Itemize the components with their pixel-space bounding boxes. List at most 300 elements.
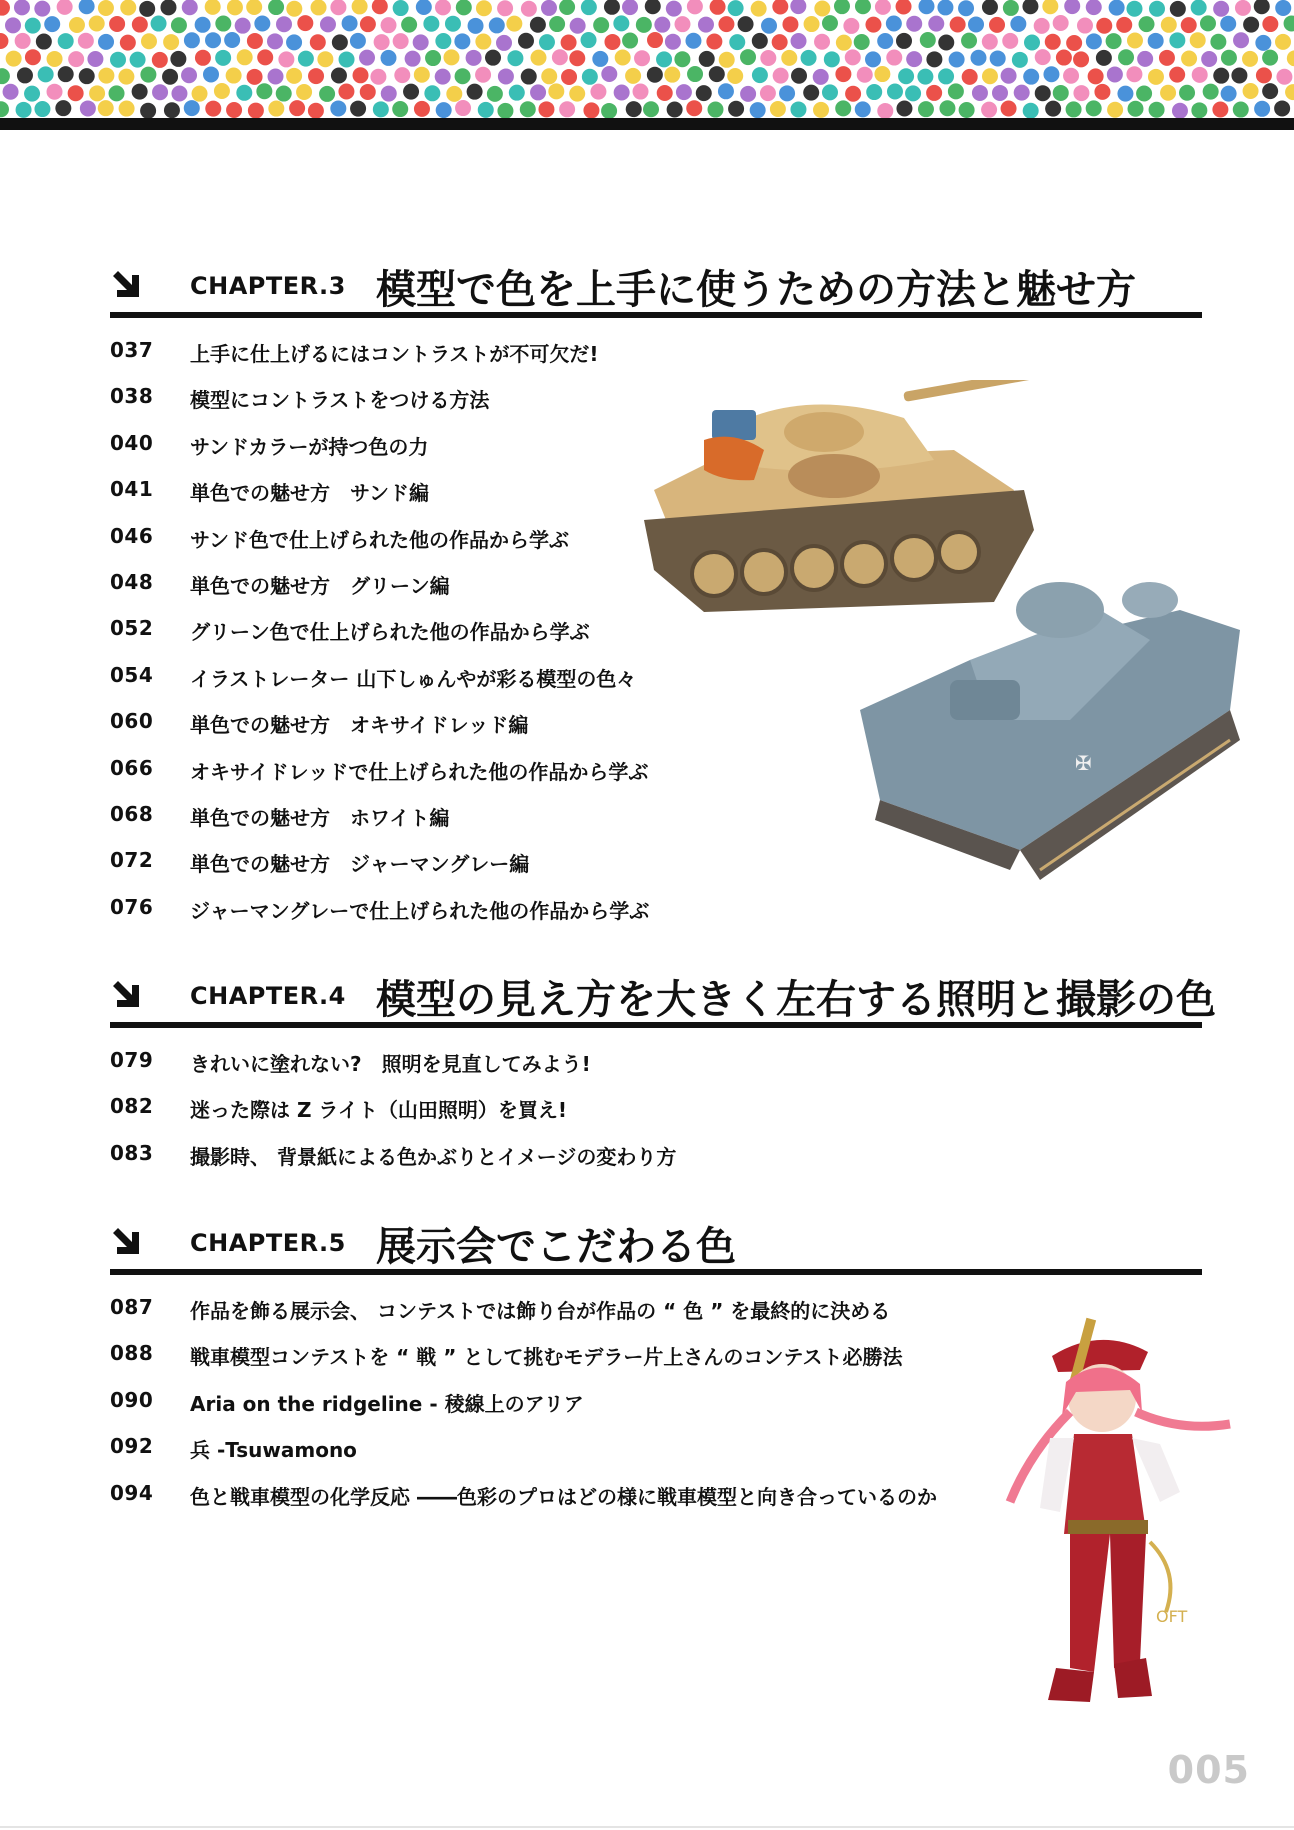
toc-item[interactable] bbox=[110, 1082, 1202, 1128]
decor-dot bbox=[414, 101, 430, 117]
decor-dot bbox=[719, 52, 735, 68]
decor-dot bbox=[622, 33, 638, 49]
decor-dot bbox=[195, 17, 211, 33]
decor-dot bbox=[14, 0, 30, 15]
decor-dot bbox=[687, 0, 703, 14]
decor-dot bbox=[248, 103, 264, 118]
decor-dot bbox=[47, 84, 63, 100]
page-number-ref: 038 bbox=[110, 384, 154, 409]
decor-dot bbox=[435, 0, 451, 15]
decor-dot bbox=[1191, 0, 1207, 15]
decor-dot bbox=[496, 35, 512, 51]
polka-dot-pattern bbox=[0, 0, 1294, 118]
decor-dot bbox=[78, 33, 94, 49]
decor-dot bbox=[981, 102, 997, 118]
decor-dot bbox=[443, 49, 459, 65]
decor-dot bbox=[738, 16, 754, 32]
decor-dot bbox=[865, 17, 881, 33]
page-number-ref: 068 bbox=[110, 801, 154, 826]
toc-item[interactable] bbox=[110, 326, 1202, 372]
decor-dot bbox=[425, 50, 441, 66]
decor-dot bbox=[647, 67, 663, 83]
decor-dot bbox=[926, 85, 942, 101]
decor-dot bbox=[1045, 101, 1061, 117]
decor-dot bbox=[163, 34, 179, 50]
decor-dot bbox=[24, 86, 40, 102]
decor-dot bbox=[308, 103, 324, 118]
decor-dot bbox=[760, 85, 776, 101]
toc-title: 戦車模型コンテストを “ 戦 ” として挑むモデラー片上さんのコンテスト必勝法 bbox=[190, 1345, 903, 1370]
decor-dot bbox=[34, 101, 50, 117]
decor-dot bbox=[906, 51, 922, 67]
decor-dot bbox=[36, 34, 52, 50]
decor-dot bbox=[139, 1, 155, 17]
decor-dot bbox=[1243, 17, 1259, 33]
decor-dot bbox=[530, 84, 546, 100]
decor-dot bbox=[898, 68, 914, 84]
decor-dot bbox=[380, 50, 396, 66]
decor-dot bbox=[184, 32, 200, 48]
page-number-ref: 090 bbox=[110, 1387, 154, 1412]
decor-dot bbox=[877, 33, 893, 49]
decor-dot bbox=[791, 33, 807, 49]
decor-dot bbox=[699, 51, 715, 67]
decor-dot bbox=[16, 102, 32, 118]
decor-dot bbox=[622, 0, 638, 15]
decor-dot bbox=[1116, 17, 1132, 33]
decor-dot bbox=[227, 0, 243, 15]
decor-dot bbox=[1284, 15, 1294, 31]
decor-dot bbox=[237, 49, 253, 65]
toc-item[interactable] bbox=[110, 1129, 1202, 1175]
decor-dot bbox=[468, 18, 484, 34]
decor-dot bbox=[750, 102, 766, 118]
toc-title: グリーン色で仕上げられた他の作品から学ぶ bbox=[190, 620, 590, 645]
decor-dot bbox=[581, 0, 597, 15]
decor-dot bbox=[1169, 32, 1185, 48]
decor-dot bbox=[330, 100, 346, 116]
decor-dot bbox=[132, 17, 148, 33]
decor-dot bbox=[552, 49, 568, 65]
toc-title: オキサイドレッドで仕上げられた他の作品から学ぶ bbox=[190, 759, 649, 784]
page-number-ref: 092 bbox=[110, 1434, 154, 1459]
decor-dot bbox=[813, 69, 829, 85]
decor-dot bbox=[843, 18, 859, 34]
decor-dot bbox=[1063, 68, 1079, 84]
decor-dot bbox=[98, 34, 114, 50]
decor-dot bbox=[120, 35, 136, 51]
decor-dot bbox=[1003, 0, 1019, 16]
decor-dot bbox=[791, 68, 807, 84]
decor-dot bbox=[446, 86, 462, 102]
decor-dot bbox=[822, 15, 838, 31]
decor-dot bbox=[435, 33, 451, 49]
decor-dot bbox=[352, 0, 368, 14]
decor-dot bbox=[1053, 85, 1069, 101]
decor-dot bbox=[401, 17, 417, 33]
decor-dot bbox=[69, 17, 85, 33]
decor-dot bbox=[1191, 102, 1207, 118]
decor-dot bbox=[1043, 66, 1059, 82]
decor-dot bbox=[286, 1, 302, 17]
decor-dot bbox=[58, 33, 74, 49]
decor-dot bbox=[539, 34, 555, 50]
decor-dot bbox=[247, 33, 263, 49]
decor-dot bbox=[276, 86, 292, 102]
decor-dot bbox=[151, 16, 167, 32]
decor-dot bbox=[475, 34, 491, 50]
decor-dot bbox=[906, 16, 922, 32]
decor-dot bbox=[1200, 15, 1216, 31]
decor-dot bbox=[687, 66, 703, 82]
decor-dot bbox=[1117, 86, 1133, 102]
decor-dot bbox=[506, 16, 522, 32]
decor-dot bbox=[950, 16, 966, 32]
decor-dot bbox=[89, 16, 105, 32]
decor-dot bbox=[1088, 68, 1104, 84]
decor-dot bbox=[456, 0, 472, 15]
decor-dot bbox=[267, 33, 283, 49]
decor-dot bbox=[89, 85, 105, 101]
decor-dot bbox=[728, 101, 744, 117]
chapter-4-section bbox=[110, 966, 1216, 1175]
decor-dot bbox=[1161, 17, 1177, 33]
decor-dot bbox=[685, 33, 701, 49]
page-number-ref: 094 bbox=[110, 1480, 154, 1505]
decor-dot bbox=[110, 52, 126, 68]
decor-dot bbox=[192, 86, 208, 102]
decor-dot bbox=[359, 50, 375, 66]
decor-dot bbox=[423, 16, 439, 32]
decor-dot bbox=[760, 50, 776, 66]
decor-dot bbox=[676, 84, 692, 100]
decor-dot bbox=[235, 18, 251, 34]
decor-dot bbox=[656, 51, 672, 67]
decor-dot bbox=[782, 16, 798, 32]
decor-dot bbox=[548, 83, 564, 99]
decor-dot bbox=[1262, 16, 1278, 32]
decor-dot bbox=[1210, 34, 1226, 50]
decor-dot bbox=[1066, 101, 1082, 117]
toc-title: 模型にコントラストをつける方法 bbox=[190, 388, 490, 413]
decor-dot bbox=[0, 0, 10, 16]
decor-dot bbox=[1172, 103, 1188, 118]
svg-text:✠: ✠ bbox=[1075, 751, 1092, 775]
toc-title: 兵 -Tsuwamono bbox=[190, 1438, 357, 1463]
decor-dot bbox=[392, 101, 408, 117]
decor-dot bbox=[58, 66, 74, 82]
chapter-header bbox=[110, 966, 1216, 1028]
decor-dot bbox=[1169, 67, 1185, 83]
decor-dot bbox=[0, 68, 10, 84]
decor-dot bbox=[308, 68, 324, 84]
decor-dot bbox=[1118, 49, 1134, 65]
decor-dot bbox=[1192, 67, 1208, 83]
decor-dot bbox=[928, 16, 944, 32]
decor-dot bbox=[1066, 35, 1082, 51]
decor-dot bbox=[836, 35, 852, 51]
decor-dot bbox=[489, 17, 505, 33]
decor-dot bbox=[403, 84, 419, 100]
decor-dot bbox=[120, 0, 136, 15]
decor-dot bbox=[1233, 32, 1249, 48]
decor-dot bbox=[896, 33, 912, 49]
decor-dot bbox=[1077, 18, 1093, 34]
decor-dot bbox=[405, 51, 421, 67]
decor-dot bbox=[1012, 52, 1028, 68]
page-number-ref: 082 bbox=[110, 1094, 154, 1119]
decor-dot bbox=[561, 35, 577, 51]
decor-dot bbox=[779, 85, 795, 101]
decor-dot bbox=[1002, 33, 1018, 49]
decor-dot bbox=[920, 32, 936, 48]
decor-dot bbox=[98, 0, 114, 16]
toc-title: Aria on the ridgeline - 稜線上のアリア bbox=[190, 1391, 584, 1416]
decor-dot bbox=[1128, 101, 1144, 117]
toc-title: 単色での魅せ方 サンド編 bbox=[190, 481, 429, 506]
decor-dot bbox=[877, 103, 893, 118]
decor-dot bbox=[896, 0, 912, 14]
decor-dot bbox=[298, 51, 314, 67]
decor-dot bbox=[918, 101, 934, 117]
page-number-ref: 060 bbox=[110, 709, 154, 734]
decor-dot bbox=[845, 49, 861, 65]
decor-dot bbox=[718, 16, 734, 32]
decor-dot bbox=[1242, 51, 1258, 67]
decor-dot bbox=[801, 50, 817, 66]
decor-dot bbox=[1014, 85, 1030, 101]
decor-dot bbox=[886, 50, 902, 66]
decor-dot bbox=[1256, 67, 1272, 83]
page-number-ref: 083 bbox=[110, 1140, 154, 1165]
decor-dot bbox=[360, 16, 376, 32]
decor-dot bbox=[152, 52, 168, 68]
page-number-ref: 087 bbox=[110, 1295, 154, 1319]
chapter-header bbox=[110, 256, 1202, 318]
decor-dot bbox=[109, 85, 125, 101]
decor-dot bbox=[761, 18, 777, 34]
decor-dot bbox=[6, 51, 22, 67]
decor-dot bbox=[1149, 1, 1165, 17]
decor-dot bbox=[1042, 0, 1058, 14]
decor-dot bbox=[569, 86, 585, 102]
decor-dot bbox=[752, 33, 768, 49]
decor-dot bbox=[109, 16, 125, 32]
decor-dot bbox=[214, 83, 230, 99]
decor-dot bbox=[1212, 101, 1228, 117]
decor-dot bbox=[854, 34, 870, 50]
decor-dot bbox=[205, 101, 221, 117]
decor-dot bbox=[1086, 33, 1102, 49]
decor-dot bbox=[0, 101, 9, 117]
decor-dot bbox=[1255, 35, 1271, 51]
decor-dot bbox=[1086, 100, 1102, 116]
decor-dot bbox=[710, 0, 726, 15]
decor-dot bbox=[466, 50, 482, 66]
page-number-ref: 054 bbox=[110, 662, 154, 687]
decor-dot bbox=[1010, 16, 1026, 32]
decor-dot bbox=[664, 67, 680, 83]
decor-dot bbox=[205, 32, 221, 48]
decor-dot bbox=[330, 0, 346, 15]
decor-dot bbox=[25, 18, 41, 34]
decor-dot bbox=[1094, 84, 1110, 100]
decor-dot bbox=[360, 84, 376, 100]
decor-dot bbox=[435, 69, 451, 85]
decor-dot bbox=[1179, 85, 1195, 101]
decor-dot bbox=[657, 85, 673, 101]
decor-dot bbox=[665, 34, 681, 50]
chapter-header bbox=[110, 1213, 1202, 1275]
decor-dot bbox=[394, 67, 410, 83]
decor-dot bbox=[666, 1, 682, 17]
decor-dot bbox=[297, 15, 313, 31]
svg-text:OFT: OFT bbox=[1156, 1607, 1188, 1626]
decor-dot bbox=[835, 100, 851, 116]
decor-dot bbox=[98, 68, 114, 84]
decor-dot bbox=[171, 85, 187, 101]
chapter-label: CHAPTER.3 bbox=[190, 272, 346, 300]
decor-dot bbox=[132, 84, 148, 100]
decor-dot bbox=[834, 0, 850, 14]
decor-dot bbox=[25, 49, 41, 65]
decor-dot bbox=[1160, 85, 1176, 101]
decor-dot bbox=[1235, 0, 1251, 16]
decor-dot bbox=[728, 0, 744, 16]
decor-dot bbox=[393, 33, 409, 49]
decor-dot bbox=[162, 69, 178, 85]
toc-title: 単色での魅せ方 グリーン編 bbox=[190, 573, 450, 598]
decor-dot bbox=[982, 34, 998, 50]
decor-dot bbox=[835, 66, 851, 82]
decor-dot bbox=[507, 50, 523, 66]
decor-dot bbox=[570, 18, 586, 34]
decor-dot bbox=[613, 15, 629, 31]
decor-dot bbox=[87, 51, 103, 67]
decor-dot bbox=[561, 69, 577, 85]
decor-dot bbox=[938, 34, 954, 50]
toc-title: サンドカラーが持つ色の力 bbox=[190, 434, 429, 459]
arrow-down-right-icon bbox=[110, 268, 142, 300]
decor-dot bbox=[674, 16, 690, 32]
chapter-title: 模型で色を上手に使うための方法と魅せ方 bbox=[376, 267, 1136, 313]
decor-dot bbox=[518, 33, 534, 49]
page-number-ref: 040 bbox=[110, 430, 154, 455]
decor-dot bbox=[698, 17, 714, 33]
decor-dot bbox=[1086, 0, 1102, 15]
decor-dot bbox=[1276, 69, 1292, 85]
toc-title: 色と戦車模型の化学反応 ――色彩のプロはどの様に戦車模型と向き合っているのか bbox=[190, 1484, 937, 1509]
decor-dot bbox=[342, 15, 358, 31]
decor-dot bbox=[1023, 69, 1039, 85]
page-number-ref: 072 bbox=[110, 848, 154, 873]
decor-dot bbox=[497, 0, 513, 16]
decor-dot bbox=[706, 33, 722, 49]
decor-dot bbox=[1231, 67, 1247, 83]
decor-dot bbox=[845, 86, 861, 102]
decor-dot bbox=[15, 33, 31, 49]
decor-dot bbox=[257, 49, 273, 65]
decor-dot bbox=[886, 15, 902, 31]
decor-dot bbox=[350, 33, 366, 49]
decor-dot bbox=[171, 17, 187, 33]
toc-item[interactable] bbox=[110, 1036, 1202, 1082]
decor-dot bbox=[1148, 33, 1164, 49]
decor-dot bbox=[1181, 17, 1197, 33]
decor-dot bbox=[320, 16, 336, 32]
decor-dot bbox=[949, 51, 965, 67]
decor-dot bbox=[961, 33, 977, 49]
decor-dot bbox=[254, 15, 270, 31]
decor-dot bbox=[455, 68, 471, 84]
decor-dot bbox=[184, 100, 200, 116]
decor-dot bbox=[47, 51, 63, 67]
decor-dot bbox=[804, 16, 820, 32]
decor-dot bbox=[939, 100, 955, 116]
decor-dot bbox=[181, 67, 197, 83]
decor-dot bbox=[236, 85, 252, 101]
toc-title: イラストレーター 山下しゅんやが彩る模型の色々 bbox=[190, 666, 637, 691]
page-number-ref: 052 bbox=[110, 616, 154, 641]
decor-dot bbox=[521, 69, 537, 85]
decor-dot bbox=[195, 50, 211, 66]
decor-dot bbox=[455, 100, 471, 116]
decor-dot bbox=[667, 102, 683, 118]
decor-dot bbox=[1126, 1, 1142, 17]
decor-dot bbox=[645, 0, 661, 14]
decor-dot bbox=[3, 84, 19, 100]
decor-dot bbox=[803, 85, 819, 101]
decor-dot bbox=[374, 34, 390, 50]
arrow-down-right-icon bbox=[110, 978, 142, 1010]
decor-dot bbox=[593, 17, 609, 33]
decor-dot bbox=[79, 0, 95, 14]
decor-dot bbox=[215, 16, 231, 32]
chapter-title: 模型の見え方を大きく左右する照明と撮影の色 bbox=[376, 977, 1216, 1023]
bottom-rule bbox=[0, 1826, 1294, 1828]
decor-dot bbox=[1262, 50, 1278, 66]
decor-dot bbox=[917, 69, 933, 85]
decor-dot bbox=[44, 16, 60, 32]
decor-dot bbox=[520, 101, 536, 117]
decor-dot bbox=[615, 50, 631, 66]
decor-dot bbox=[1107, 66, 1123, 82]
toc-item[interactable] bbox=[110, 883, 1202, 929]
chapter-label: CHAPTER.5 bbox=[190, 1229, 346, 1257]
decor-dot bbox=[497, 103, 513, 118]
decor-dot bbox=[992, 85, 1008, 101]
decor-dot bbox=[709, 66, 725, 82]
decor-dot bbox=[1221, 50, 1237, 66]
decor-dot bbox=[707, 102, 723, 118]
decor-dot bbox=[604, 0, 620, 15]
toc-title: 迷った際は Z ライト（山田照明）を買え! bbox=[190, 1098, 567, 1123]
decor-dot bbox=[296, 84, 312, 100]
decor-dot bbox=[958, 0, 974, 16]
decor-dot bbox=[866, 84, 882, 100]
decor-dot bbox=[475, 67, 491, 83]
decor-dot bbox=[1096, 50, 1112, 66]
decor-dot bbox=[772, 0, 788, 15]
grey-tank-image bbox=[850, 570, 1242, 882]
decor-dot bbox=[1181, 50, 1197, 66]
decor-dot bbox=[98, 100, 114, 116]
decor-dot bbox=[855, 101, 871, 117]
decor-dot bbox=[601, 66, 617, 82]
decor-dot bbox=[38, 66, 54, 82]
decor-dot bbox=[498, 68, 514, 84]
decor-dot bbox=[246, 0, 262, 15]
